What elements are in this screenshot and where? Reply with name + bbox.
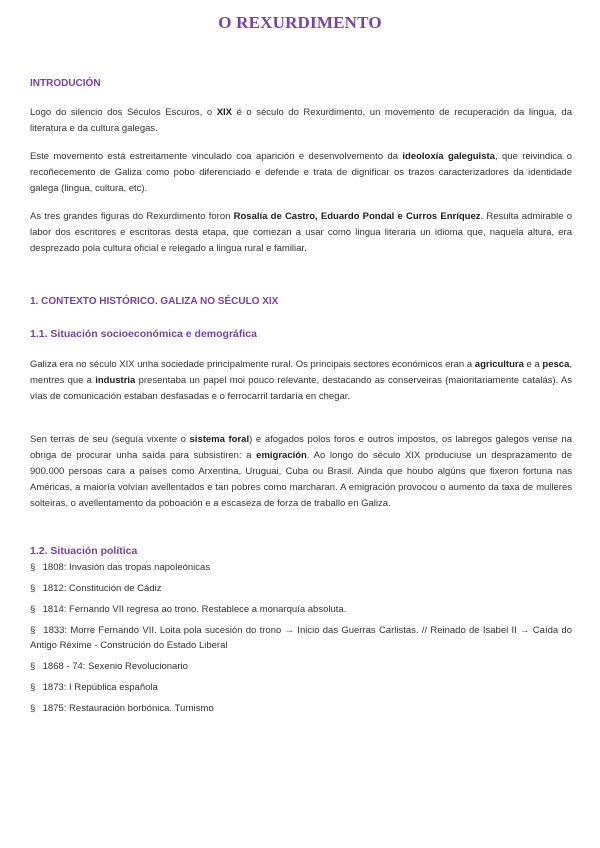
intro-paragraph-1 xyxy=(30,105,572,137)
intro-paragraph-3 xyxy=(30,209,572,257)
text-run: Este movemento está estreitamente vinculado coa aparición e desenvolvemento da xyxy=(30,151,403,162)
section-symbol: § xyxy=(30,682,36,693)
list-item-text: 1833: Morre Fernando VII. Loita pola sucesión do trono → Inicio das Guerras Carlistas. // Reinado de Isabel II → Caída do Antigo Réxime - Construción do Estado Liberal xyxy=(30,625,573,651)
page-title: O REXURDIMENTO xyxy=(218,13,382,32)
bold-text: agricultura xyxy=(474,359,524,370)
political-timeline-list xyxy=(30,560,572,716)
text-run: Logo do silencio dos Séculos Escuros, o xyxy=(30,107,217,118)
socioeconomic-paragraph-1 xyxy=(30,357,572,405)
text-run: . Ao longo do século XIX produciuse un desprazamento de 900.000 persoas cara a países como Arxentina, Uruguai, Cuba ou Brasil. Aínda que houbo algúns que fixeron fortuna nas Américas, a maioría volvían avellentados e tan pobres como marcharan. A emigración provocou o aumento da taxa de mulleres solteiras, o avellentamento da poboación e a escaseza de forza de traballo en Galiza. xyxy=(30,450,573,509)
bold-text: XIX xyxy=(216,107,233,118)
bold-text: industria xyxy=(95,375,136,386)
text-run: Galiza era no século XIX unha sociedade principalmente rural. Os principais sectores económicos eran a xyxy=(30,359,475,370)
intro-paragraph-2 xyxy=(30,149,572,197)
text-run: Sen terras de seu (seguía vixente o xyxy=(30,434,190,445)
section-symbol: § xyxy=(30,562,36,573)
list-item xyxy=(30,701,572,716)
section-symbol: § xyxy=(30,583,36,594)
bold-text: Rosalía de Castro, Eduardo Pondal e Curros Enríquez xyxy=(233,211,481,222)
bold-text: sistema foral xyxy=(189,434,250,445)
text-run: , mentres que a xyxy=(30,359,572,386)
list-item xyxy=(30,602,572,617)
section-symbol: § xyxy=(30,703,36,714)
list-item xyxy=(30,623,572,653)
section-heading-introduction: INTRODUCIÓN xyxy=(30,78,101,89)
bold-text: emigración xyxy=(256,450,307,461)
section-symbol: § xyxy=(30,604,36,615)
section-symbol: § xyxy=(30,661,36,672)
text-run: , que reivindica o recoñecemento de Galiza como pobo diferenciado e defende e trata de dignificar os trazos caracterizadores da identidade galega (lingua, cultura, etc). xyxy=(30,151,573,194)
list-item-text: 1808: Invasión das tropas napoleónicas xyxy=(42,562,211,573)
list-item-text: 1868 - 74: Sexenio Revolucionario xyxy=(42,661,188,672)
bold-text: pesca xyxy=(542,359,570,370)
list-item-text: 1814: Fernando VII regresa ao trono. Restablece a monarquía absoluta. xyxy=(42,604,347,615)
list-item xyxy=(30,560,572,575)
list-item-text: 1812: Constitución de Cádiz xyxy=(42,583,162,594)
list-item xyxy=(30,581,572,596)
list-item-text: 1873: I República española xyxy=(42,682,158,693)
socioeconomic-paragraph-2 xyxy=(30,432,572,512)
text-run: e a xyxy=(523,359,543,370)
subsection-heading-political: 1.2. Situación política xyxy=(30,545,138,557)
text-run: ) e afogados polos foros e outros impostos, os labregos galegos vense na obriga de procurar unha saída para subsistiren: a xyxy=(30,434,572,461)
text-run: . Resulta admirable o labor dos escritores e escritoras desta etapa, que comezan a usar como lingua literaria un idioma que, naquela altura, era desprezado pola cultura oficial e relegado a lingua rural e familiar. xyxy=(30,211,572,254)
list-item xyxy=(30,659,572,674)
list-item xyxy=(30,680,572,695)
text-run: presentaba un papel moi pouco relevante, destacando as conserveiras (maioritariamente catalás). As vías de comunicación estaban desfasadas e o ferrocarril tardaría en chegar. xyxy=(30,375,573,402)
section-symbol: § xyxy=(30,625,36,636)
subsection-heading-socioeconomic: 1.1. Situación socioeconómica e demográfica xyxy=(30,328,257,340)
section-heading-historical-context: 1. CONTEXTO HISTÓRICO. GALIZA NO SÉCULO XIX xyxy=(30,296,279,307)
text-run: As tres grandes figuras do Rexurdimento foron xyxy=(30,211,234,222)
list-item-text: 1875: Restauración borbónica. Turnismo xyxy=(42,703,214,714)
text-run: é o século do Rexurdimento, un movemento de recuperación da lingua, da literatura e da cultura galegas. xyxy=(30,107,572,134)
bold-text: ideoloxía galeguista xyxy=(402,151,495,162)
